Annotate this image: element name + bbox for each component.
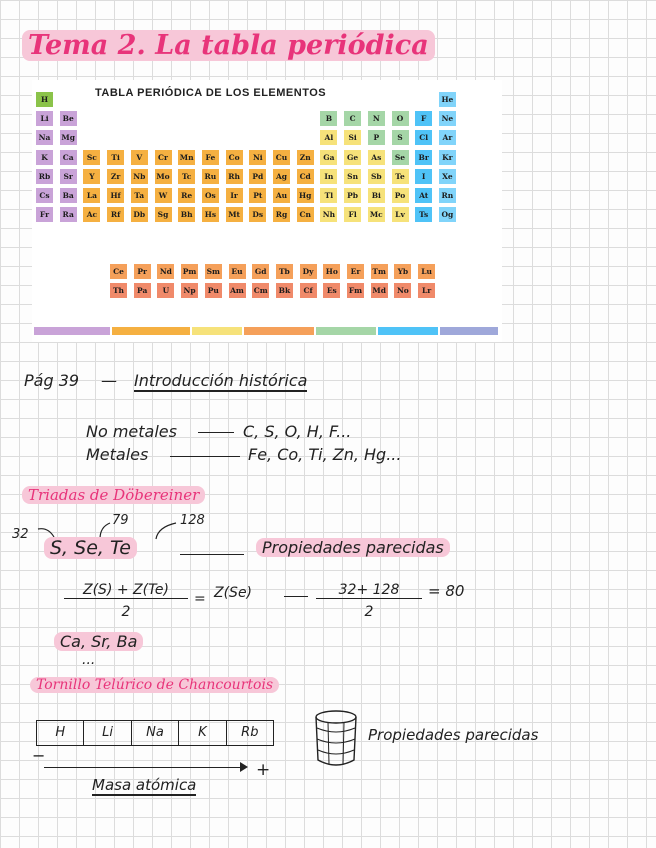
element-cell-np: Np xyxy=(181,283,198,298)
element-cell-h: H xyxy=(36,92,53,107)
second-triad: Ca, Sr, Ba xyxy=(54,632,143,651)
element-cell-lv: Lv xyxy=(392,207,409,222)
element-cell-pb: Pb xyxy=(344,188,361,203)
element-cell-u: U xyxy=(157,283,174,298)
element-cell-at: At xyxy=(415,188,432,203)
element-cell-fm: Fm xyxy=(347,283,364,298)
element-cell-pm: Pm xyxy=(181,264,198,279)
element-cell-rn: Rn xyxy=(439,188,456,203)
element-cell-ir: Ir xyxy=(226,188,243,203)
arrow-icon xyxy=(198,432,234,433)
calc-numerator: 32+ 128 xyxy=(316,582,422,599)
element-cell-o: O xyxy=(392,111,409,126)
element-cell-sg: Sg xyxy=(155,207,172,222)
intro-heading: Introducción histórica xyxy=(134,371,308,390)
arrow-icon xyxy=(284,596,308,597)
element-cell-dy: Dy xyxy=(300,264,317,279)
element-cell-nh: Nh xyxy=(320,207,337,222)
element-cell-kr: Kr xyxy=(439,150,456,165)
triad-result: Propiedades parecidas xyxy=(256,538,450,557)
element-cell-sc: Sc xyxy=(83,150,100,165)
arrowhead-icon xyxy=(240,762,248,772)
element-cell-as: As xyxy=(368,150,385,165)
triad-elements: S, Se, Te xyxy=(44,537,137,559)
element-cell-cm: Cm xyxy=(252,283,269,298)
element-cell-al: Al xyxy=(320,130,337,145)
element-cell-nb: Nb xyxy=(131,169,148,184)
element-cell-lr: Lr xyxy=(418,283,435,298)
element-cell-hg: Hg xyxy=(297,188,314,203)
element-cell-he: He xyxy=(439,92,456,107)
element-cell-cs: Cs xyxy=(36,188,53,203)
arrow-icon xyxy=(180,554,244,555)
metals-label: Metales xyxy=(86,445,149,464)
mass-se: 79 xyxy=(112,513,129,528)
element-cell-pa: Pa xyxy=(134,283,151,298)
mass-s: 32 xyxy=(12,527,29,542)
element-cell-ca: Ca xyxy=(60,150,77,165)
element-cell-k: K xyxy=(36,150,53,165)
metals-value: Fe, Co, Ti, Zn, Hg... xyxy=(248,445,402,464)
element-cell-li: Li xyxy=(36,111,53,126)
element-cell-xe: Xe xyxy=(439,169,456,184)
element-cell-i: I xyxy=(415,169,432,184)
triads-heading: Triadas de Döbereiner xyxy=(22,486,205,504)
element-cell-ne: Ne xyxy=(439,111,456,126)
element-cell-sn: Sn xyxy=(344,169,361,184)
element-cell: Na xyxy=(132,721,179,745)
mass-te: 128 xyxy=(180,513,205,528)
element-cell-fe: Fe xyxy=(202,150,219,165)
element-cell-fl: Fl xyxy=(344,207,361,222)
element-cell-f: F xyxy=(415,111,432,126)
element-cell-lu: Lu xyxy=(418,264,435,279)
element-cell-ti: Ti xyxy=(107,150,124,165)
element-cell-zr: Zr xyxy=(107,169,124,184)
element-cell-fr: Fr xyxy=(36,207,53,222)
element-cell-ag: Ag xyxy=(273,169,290,184)
element-cell-am: Am xyxy=(229,283,246,298)
element-cell-cd: Cd xyxy=(297,169,314,184)
element-cell-y: Y xyxy=(83,169,100,184)
periodic-table-header: TABLA PERIÓDICA DE LOS ELEMENTOS xyxy=(95,87,327,99)
element-cell-md: Md xyxy=(371,283,388,298)
formula-denominator: 2 xyxy=(121,604,131,620)
element-cell-gd: Gd xyxy=(252,264,269,279)
element-cell-sm: Sm xyxy=(205,264,222,279)
formula-equals: = xyxy=(194,591,206,607)
element-cell-pr: Pr xyxy=(134,264,151,279)
arrow-icon xyxy=(44,767,244,768)
element-cell-in: In xyxy=(320,169,337,184)
element-cell-ni: Ni xyxy=(249,150,266,165)
element-cell-tc: Tc xyxy=(178,169,195,184)
element-cell-te: Te xyxy=(392,169,409,184)
element-cell-hf: Hf xyxy=(107,188,124,203)
element-cell-ra: Ra xyxy=(60,207,77,222)
element-cell-th: Th xyxy=(110,283,127,298)
intro-dash: — xyxy=(101,371,117,390)
element-cell-la: La xyxy=(83,188,100,203)
element-cell-co: Co xyxy=(226,150,243,165)
calc-denominator: 2 xyxy=(364,604,374,620)
element-cell-hs: Hs xyxy=(202,207,219,222)
element-cell-mn: Mn xyxy=(178,150,195,165)
element-cell-tm: Tm xyxy=(371,264,388,279)
element-cell: H xyxy=(37,721,84,745)
element-cell-mt: Mt xyxy=(226,207,243,222)
element-cell-sr: Sr xyxy=(60,169,77,184)
element-cell-cl: Cl xyxy=(415,130,432,145)
element-cell-rb: Rb xyxy=(36,169,53,184)
ellipsis: ... xyxy=(82,652,96,668)
element-cell-yb: Yb xyxy=(394,264,411,279)
element-cell-ar: Ar xyxy=(439,130,456,145)
element-cell-cn: Cn xyxy=(297,207,314,222)
element-cell-n: N xyxy=(368,111,385,126)
element-cell-ho: Ho xyxy=(323,264,340,279)
formula-numerator: Z(S) + Z(Te) xyxy=(64,582,188,599)
element-cell-es: Es xyxy=(323,283,340,298)
element-cell-cf: Cf xyxy=(300,283,317,298)
element-cell-au: Au xyxy=(273,188,290,203)
calc-result: = 80 xyxy=(428,582,465,600)
element-cell-p: P xyxy=(368,130,385,145)
element-cell: Rb xyxy=(241,725,259,740)
element-cell-ce: Ce xyxy=(110,264,127,279)
element-cell-be: Be xyxy=(60,111,77,126)
element-cell-s: S xyxy=(392,130,409,145)
element-cell-os: Os xyxy=(202,188,219,203)
element-cell-rh: Rh xyxy=(226,169,243,184)
plus-sign: + xyxy=(256,760,271,780)
element-cell-tb: Tb xyxy=(276,264,293,279)
element-cell-ga: Ga xyxy=(320,150,337,165)
nonmetals-value: C, S, O, H, F... xyxy=(243,422,352,441)
element-cell-bh: Bh xyxy=(178,207,195,222)
element-cell-b: B xyxy=(320,111,337,126)
element-cell-cr: Cr xyxy=(155,150,172,165)
element-cell-ac: Ac xyxy=(83,207,100,222)
element-cell-no: No xyxy=(394,283,411,298)
element-cell-ru: Ru xyxy=(202,169,219,184)
element-cell-db: Db xyxy=(131,207,148,222)
cylinder-icon xyxy=(312,708,360,770)
element-cell-mc: Mc xyxy=(368,207,385,222)
element-cell-w: W xyxy=(155,188,172,203)
element-cell-na: Na xyxy=(36,130,53,145)
element-cell-br: Br xyxy=(415,150,432,165)
axis-label: Masa atómica xyxy=(92,776,197,794)
element-cell-ba: Ba xyxy=(60,188,77,203)
element-cell-si: Si xyxy=(344,130,361,145)
element-cell-bi: Bi xyxy=(368,188,385,203)
element-cell-ts: Ts xyxy=(415,207,432,222)
element-cell-c: C xyxy=(344,111,361,126)
element-cell-eu: Eu xyxy=(229,264,246,279)
element-cell-zn: Zn xyxy=(297,150,314,165)
element-cell-bk: Bk xyxy=(276,283,293,298)
element-cell-v: V xyxy=(131,150,148,165)
element-cell-se: Se xyxy=(392,150,409,165)
element-cell-ge: Ge xyxy=(344,150,361,165)
nonmetals-label: No metales xyxy=(86,422,177,441)
formula-rhs: Z(Se) xyxy=(214,585,253,601)
element-cell-er: Er xyxy=(347,264,364,279)
element-cell-re: Re xyxy=(178,188,195,203)
element-cell-nd: Nd xyxy=(157,264,174,279)
element-cell-cu: Cu xyxy=(273,150,290,165)
element-cell-mg: Mg xyxy=(60,130,77,145)
element-cell-pd: Pd xyxy=(249,169,266,184)
element-cell-sb: Sb xyxy=(368,169,385,184)
element-cell: Li xyxy=(84,721,131,745)
arrow-icon xyxy=(170,456,240,457)
element-cell-tl: Tl xyxy=(320,188,337,203)
element-cell-po: Po xyxy=(392,188,409,203)
telluric-result: Propiedades parecidas xyxy=(368,726,539,744)
element-cell-pu: Pu xyxy=(205,283,222,298)
telluric-heading: Tornillo Telúrico de Chancourtois xyxy=(30,677,279,693)
element-cell-rg: Rg xyxy=(273,207,290,222)
element-cell-pt: Pt xyxy=(249,188,266,203)
element-cell-ds: Ds xyxy=(249,207,266,222)
element-cell-ta: Ta xyxy=(131,188,148,203)
minus-sign: − xyxy=(32,746,46,765)
page-title: Tema 2. La tabla periódica xyxy=(22,30,435,61)
element-cell-og: Og xyxy=(439,207,456,222)
element-cell-mo: Mo xyxy=(155,169,172,184)
element-sequence-box xyxy=(36,720,274,746)
page-reference: Pág 39 xyxy=(24,371,80,390)
element-cell: K xyxy=(179,721,226,745)
element-cell-rf: Rf xyxy=(107,207,124,222)
